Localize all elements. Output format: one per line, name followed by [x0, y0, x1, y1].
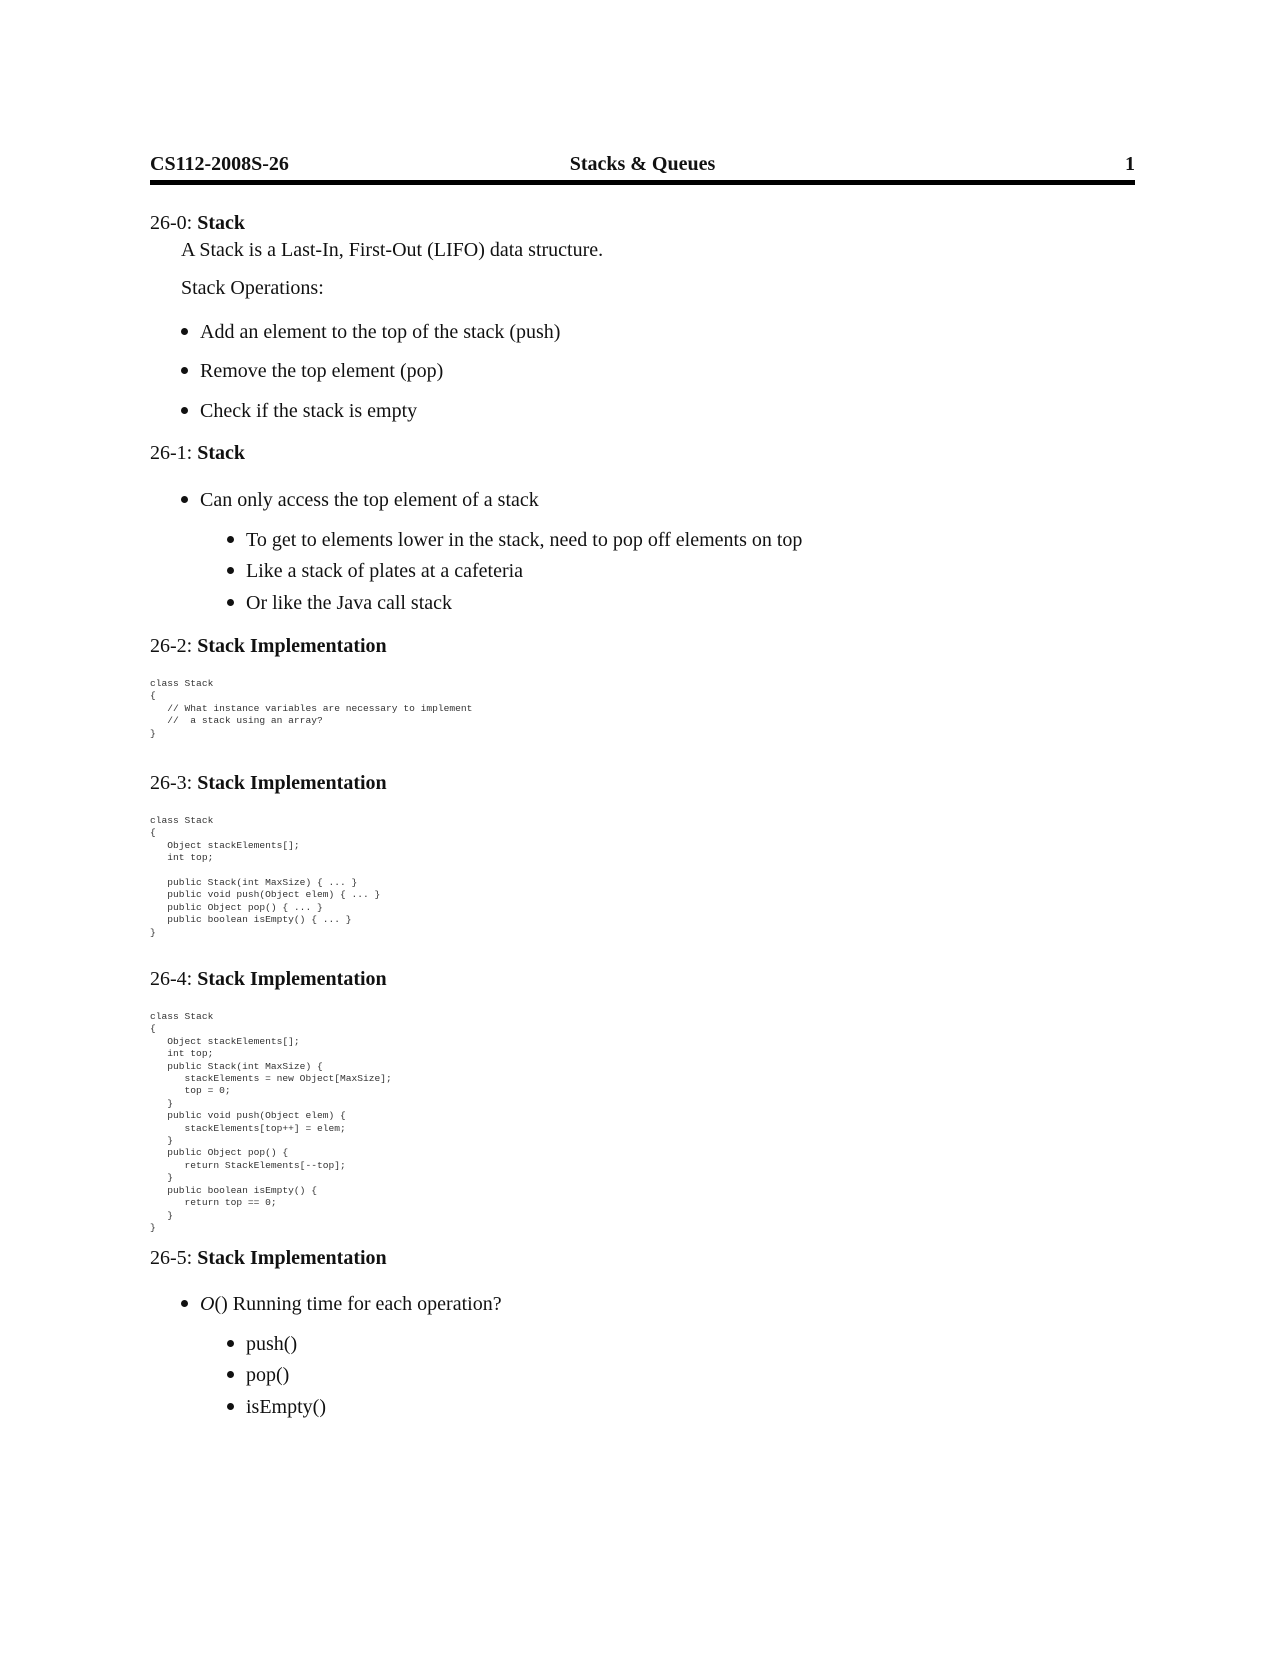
bullet-icon: [181, 328, 188, 335]
section-title: Stack Implementation: [197, 772, 387, 794]
list-item: Like a stack of plates at a cafeteria: [227, 560, 523, 583]
course-code: CS112-2008S-26: [150, 153, 289, 175]
section-heading: [150, 212, 245, 235]
bullet-icon: [227, 567, 234, 574]
list-item: Check if the stack is empty: [181, 400, 417, 423]
page-header: [150, 153, 1135, 179]
section-title: Stack Implementation: [197, 1247, 387, 1269]
section-number: 26-5:: [150, 1247, 193, 1269]
page-number: 1: [1125, 153, 1135, 175]
bullet-icon: [181, 407, 188, 414]
list-item: Add an element to the top of the stack (push): [181, 321, 560, 344]
section-number: 26-4:: [150, 968, 193, 990]
section-title: Stack Implementation: [197, 968, 387, 990]
bullet-icon: [181, 367, 188, 374]
big-o-symbol: O: [200, 1293, 215, 1315]
bullet-icon: [227, 1340, 234, 1347]
section-title: Stack Implementation: [197, 635, 387, 657]
bullet-icon: [227, 536, 234, 543]
section-heading: [150, 1247, 387, 1270]
list-item: Can only access the top element of a stack: [181, 489, 539, 512]
list-item: O() Running time for each operation?: [181, 1293, 502, 1316]
list-item: To get to elements lower in the stack, need to pop off elements on top: [227, 529, 802, 552]
section-number: 26-2:: [150, 635, 193, 657]
bullet-icon: [227, 599, 234, 606]
bullet-icon: [227, 1371, 234, 1378]
document-title: Stacks & Queues: [569, 153, 716, 175]
bullet-icon: [181, 496, 188, 503]
list-item: isEmpty(): [227, 1396, 326, 1419]
section-title: Stack: [197, 442, 246, 464]
section-number: 26-0:: [150, 212, 193, 234]
code-block: class Stack { Object stackElements[]; int top; public Stack(int MaxSize) { stackElements = new Object[MaxSize]; top = 0; } public void push(Object elem) { stackElements[top++] = elem; } public Object pop() { return StackElements[--top]; } public boolean isEmpty() { return top == 0; } }: [150, 1011, 392, 1233]
list-item: Or like the Java call stack: [227, 592, 452, 615]
bullet-icon: [181, 1300, 188, 1307]
section-title: Stack: [197, 212, 246, 234]
section-heading: [150, 968, 387, 991]
section-heading: [150, 442, 245, 465]
paragraph: A Stack is a Last-In, First-Out (LIFO) data structure.: [181, 239, 604, 261]
bullet-icon: [227, 1403, 234, 1410]
paragraph: Stack Operations:: [181, 277, 324, 299]
section-heading: [150, 635, 387, 658]
code-block: class Stack { Object stackElements[]; int top; public Stack(int MaxSize) { ... } public void push(Object elem) { ... } public Object pop() { ... } public boolean isEmpty() { ... } }: [150, 815, 381, 938]
header-rule: [150, 180, 1135, 185]
list-item: pop(): [227, 1364, 289, 1387]
code-block: class Stack { // What instance variables are necessary to implement // a stack using an array? }: [150, 678, 473, 739]
list-item: Remove the top element (pop): [181, 360, 443, 383]
list-item: push(): [227, 1333, 297, 1356]
section-number: 26-3:: [150, 772, 193, 794]
section-number: 26-1:: [150, 442, 193, 464]
section-heading: [150, 772, 387, 795]
